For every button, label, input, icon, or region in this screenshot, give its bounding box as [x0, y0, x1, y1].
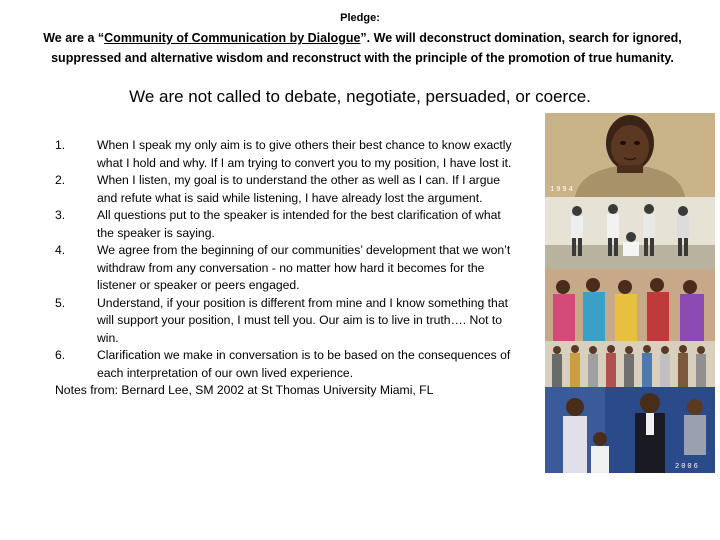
pledge-statement — [40, 28, 685, 68]
rule-number: 1. — [55, 138, 66, 152]
rule-item — [55, 137, 515, 172]
rules-list — [55, 137, 515, 400]
rule-number: 5. — [55, 295, 66, 310]
rule-text: All questions put to the speaker is intended for the best clarification of what the speaker is saying. — [97, 208, 501, 240]
rule-text: We agree from the beginning of our communities’ development that we won’t withdraw from any conversation - no matter how hard it becomes for the listener or speaker or peers engaged. — [97, 243, 511, 292]
portrait-photo-1994 — [545, 113, 715, 197]
statement-start: We are a “ — [43, 31, 105, 45]
pledge-title: Pledge: — [340, 12, 380, 24]
year-label-bottom: 2006 — [675, 463, 700, 471]
rule-item — [55, 172, 515, 207]
rule-text: When I speak my only aim is to give others their best chance to know exactly what I hold and why. If I am trying to convert you to my position, I have lost it. — [97, 138, 512, 170]
statement-underlined: Community of Communication by Dialogue — [104, 31, 361, 45]
photo-collage — [545, 113, 715, 473]
family-photo-2006 — [545, 387, 715, 473]
group-photo-family — [545, 341, 715, 387]
rule-text: Clarification we make in conversation is to be based on the consequences of each interpretation of our own lived experience. — [97, 348, 511, 380]
rule-item — [55, 207, 515, 242]
subheading: We are not called to debate, negotiate, persuaded, or coerce. — [129, 87, 591, 106]
rule-number: 2. — [55, 173, 66, 187]
group-photo-women — [545, 269, 715, 341]
rule-item — [55, 295, 515, 348]
notes-source: Notes from: Bernard Lee, SM 2002 at St Thomas University Miami, FL — [55, 383, 434, 397]
rule-number: 6. — [55, 348, 66, 362]
rule-number: 3. — [55, 208, 66, 222]
group-photo-outdoors — [545, 197, 715, 269]
rule-number: 4. — [55, 243, 66, 257]
year-label-top: 1994 — [550, 186, 575, 194]
statement-rest: ”. We will deconstruct domination, search for ignored, suppressed and alternative wisdom and reconstruct with the principle of the promotion of true humanity. — [51, 31, 682, 65]
rule-item — [55, 242, 515, 295]
rule-text: Understand, if your position is different from mine and I know something that will support your position, I must tell you. Our aim is to live in truth…. Not to win. — [97, 295, 508, 345]
rule-item — [55, 347, 515, 382]
rule-text: When I listen, my goal is to understand the other as well as I can. If I argue and refute what is said while listening, I have already lost the argument. — [97, 173, 501, 205]
